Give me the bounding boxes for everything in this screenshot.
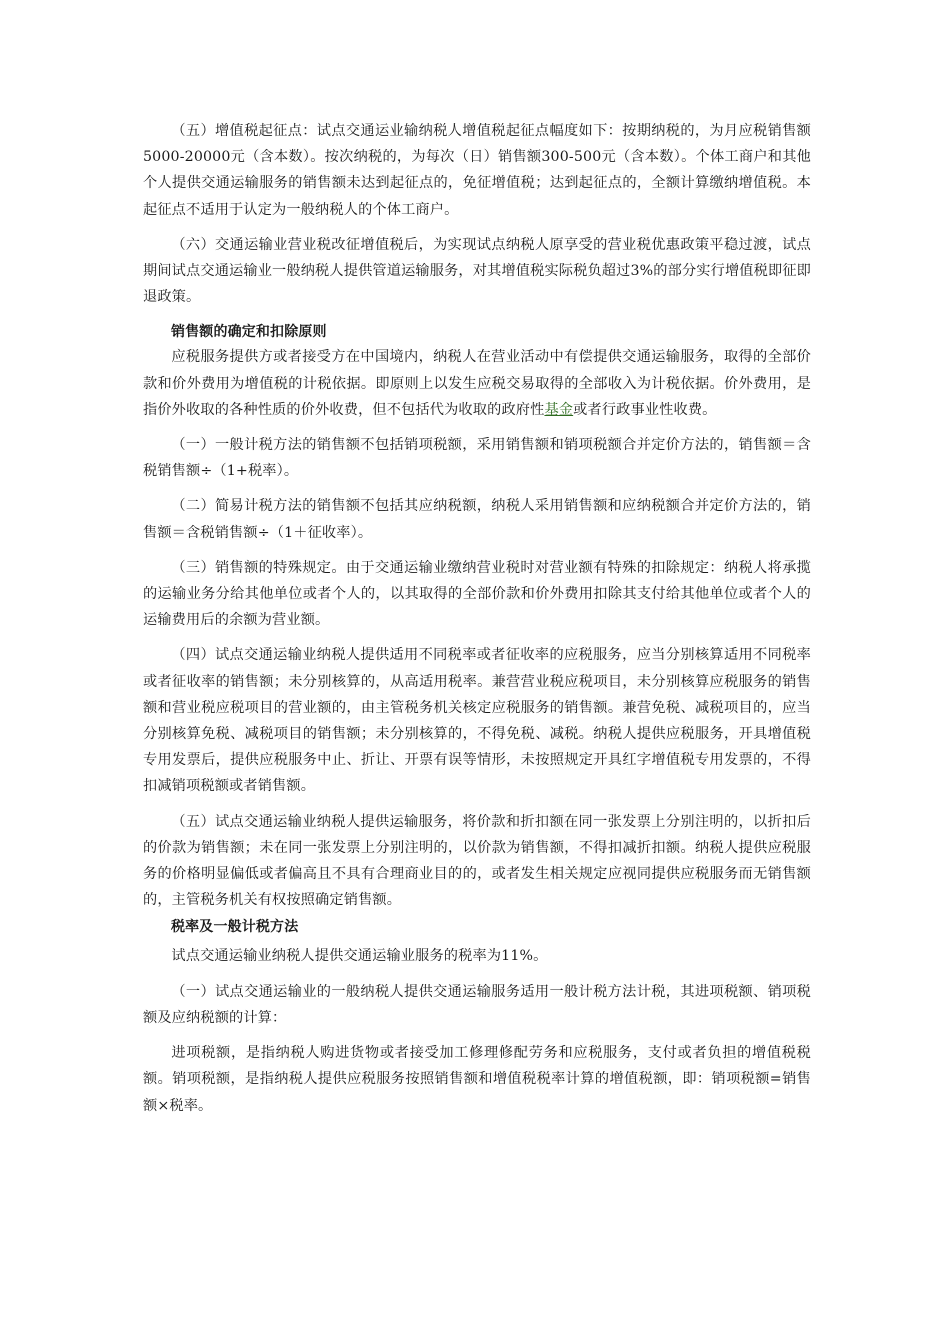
paragraph-general-calculation: （一）试点交通运输业的一般纳税人提供交通运输服务适用一般计税方法计税，其进项税额、销项税额及应纳税额的计算： [143,983,811,1026]
fund-link[interactable]: 基金 [544,401,574,418]
paragraph-input-output-tax: 进项税额，是指纳税人购进货物或者接受加工修理修配劳务和应税服务，支付或者负担的增值税税额。销项税额，是指纳税人提供应税服务按照销售额和增值税税率计算的增值税额，即：销项税额=销售额×税率。 [143,1045,811,1114]
paragraph-tax-basis-tail: 或者行政事业性收费。 [573,401,717,418]
paragraph-threshold: （五）增值税起征点：试点交通运业输纳税人增值税起征点幅度如下：按期纳税的，为月应税销售额5000-20000元（含本数）。按次纳税的，为每次（日）销售额300-500元（含本数）。个体工商户和其他个人提供交通运输服务的销售额未达到起征点的，免征增值税；达到起征点的，全额计算缴纳增值税。本起征点不适用于认定为一般纳税人的个体工商户。 [143,123,811,218]
section-heading-sales-amount: 销售额的确定和扣除原则 [171,324,327,341]
paragraph-general-method: （一）一般计税方法的销售额不包括销项税额，采用销售额和销项税额合并定价方法的，销售额＝含税销售额÷（1+税率）。 [143,437,811,480]
paragraph-special-rules: （三）销售额的特殊规定。由于交通运输业缴纳营业税时对营业额有特殊的扣除规定：纳税人将承揽的运输业务分给其他单位或者个人的，以其取得的全部价款和价外费用扣除其支付给其他单位或者个人的运输费用后的余额为营业额。 [143,559,811,629]
paragraph-separate-accounting: （四）试点交通运输业纳税人提供适用不同税率或者征收率的应税服务，应当分别核算适用不同税率或者征收率的销售额；未分别核算的，从高适用税率。兼营营业税应税项目，未分别核算应税服务的销售额和营业税应税项目的营业额的，由主管税务机关核定应税服务的销售额。兼营免税、减税项目的，应当分别核算免税、减税项目的销售额；未分别核算的，不得免税、减税。纳税人提供应税服务，开具增值税专用发票后，提供应税服务中止、折让、开票有误等情形，未按照规定开具红字增值税专用发票的，不得扣减销项税额或者销售额。 [143,647,811,795]
paragraph-tax-rate: 试点交通运输业纳税人提供交通运输业服务的税率为11%。 [171,948,548,965]
paragraph-transition-policy: （六）交通运输业营业税改征增值税后，为实现试点纳税人原享受的营业税优惠政策平稳过渡，试点期间试点交通运输业一般纳税人提供管道运输服务，对其增值税实际税负超过3%的部分实行增值税即征即退政策。 [143,236,811,306]
section-heading-tax-rate: 税率及一般计税方法 [171,919,299,936]
paragraph-tax-basis [143,344,811,423]
paragraph-discount: （五）试点交通运输业纳税人提供运输服务，将价款和折扣额在同一张发票上分别注明的，以折扣后的价款为销售额；未在同一张发票上分别注明的，以价款为销售额，不得扣减折扣额。纳税人提供应税服务的价格明显偏低或者偏高且不具有合理商业目的的，或者发生相关规定应视同提供应税服务而无销售额的，主管税务机关有权按照确定销售额。 [143,813,811,909]
paragraph-tax-basis-text: 应税服务提供方或者接受方在中国境内，纳税人在营业活动中有偿提供交通运输服务，取得的全部价款和价外费用为增值税的计税依据。即原则上以发生应税交易取得的全部收入为计税依据。价外费用，是指价外收取的各种性质的价外收费，但不包括代为收取的政府性 [143,349,811,418]
paragraph-simple-method: （二）简易计税方法的销售额不包括其应纳税额，纳税人采用销售额和应纳税额合并定价方法的，销售额＝含税销售额÷（1＋征收率）。 [143,498,811,541]
document-page [143,118,811,1128]
